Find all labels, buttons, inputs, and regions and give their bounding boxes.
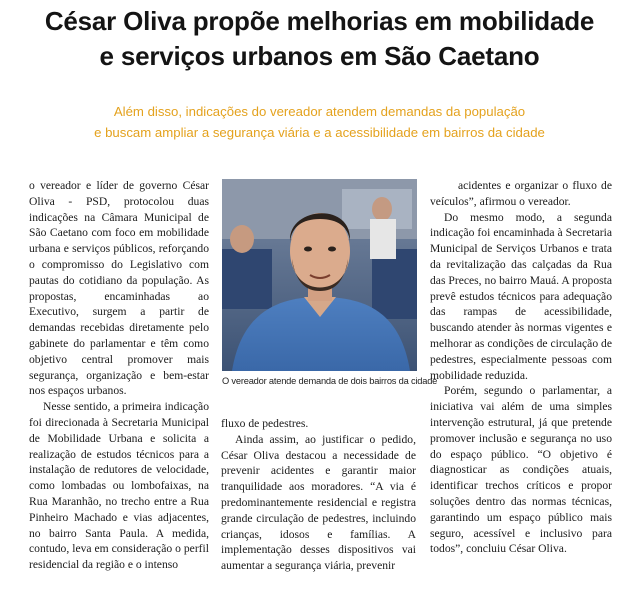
col2-paragraph-1: fluxo de pedestres. (221, 417, 309, 430)
vereador-photo-image (222, 179, 417, 371)
headline-line-2: e serviços urbanos em São Caetano (99, 41, 540, 71)
col2-paragraph-2: Ainda assim, ao justificar o pedido, César Oliva destacou a necessidade de prevenir acidentes e garantir maior tranquilidade aos moradores. “A via é predominantemente residencial e registra grande circulação de pedestres, incluindo crianças, idosos e famílias. A implementação desses dispositivos vai aumentar a segurança viária, prevenir (221, 432, 416, 573)
col1-paragraph-2: Nesse sentido, a primeira indicação foi direcionada à Secretaria Municipal de Mobilidade Urbana e solicita a realização de estudos técnicos para a instalação de redutores de velocidade, como lombadas ou lombofaixas, na Rua Maranhão, no trecho entre a Rua Pinheiro Machado e vias adjacentes, no bairro Santa Paula. A medida, contudo, leva em consideração o perfil residencial da região e o intenso (29, 400, 209, 572)
col1-paragraph-1: o vereador e líder de governo César Oliva - PSD, protocolou duas indicações na Câmara Municipal de São Caetano com foco em mobilidade urbana e serviços públicos, reforçando o compromisso do Legislativo com pautas do cotidiano da população. As propostas, encaminhadas ao Executivo, surgem a partir de demandas recebidas diretamente pelo gabinete do parlamentar e têm como objetivo central promover mais segurança, organização e bem-estar nos espaços urbanos. (29, 179, 209, 398)
col3-paragraph-3: Porém, segundo o parlamentar, a iniciativa vai além de uma simples intervenção estrutural, já que pretende promover inclusão e segurança no uso do espaço público. “O objetivo é diagnosticar as condições atuais, identificar trechos críticos e propor soluções dentro das normas técnicas, garantindo um espaço público mais seguro, acessível e inclusivo para todos”, concluiu César Oliva. (430, 384, 612, 556)
col3-paragraph-1: acidentes e organizar o fluxo de veículos”, afirmou o vereador. (430, 179, 612, 208)
photo-caption: O vereador atende demanda de dois bairros da cidade (222, 376, 438, 386)
headline (0, 4, 639, 74)
article-column-2 (221, 416, 416, 574)
article-photo (222, 179, 417, 371)
article-column-1 (29, 178, 209, 573)
col3-paragraph-2: Do mesmo modo, a segunda indicação foi encaminhada à Secretaria Municipal de Serviços Urbanos e trata da revitalização das calçadas da Rua das Preces, no bairro Mauá. A proposta prevê estudos técnicos para adequação das rampas de acessibilidade, buscando atender às normas vigentes e melhorar as condições de circulação de pedestres, especialmente pessoas com mobilidade reduzida. (430, 210, 612, 382)
deck-subtitle (0, 101, 639, 143)
article-column-3 (430, 178, 612, 557)
deck-line-2: e buscam ampliar a segurança viária e a acessibilidade em bairros da cidade (94, 125, 545, 140)
deck-line-1: Além disso, indicações do vereador atendem demandas da população (113, 104, 526, 119)
headline-line-1: César Oliva propõe melhorias em mobilidade (44, 6, 595, 36)
